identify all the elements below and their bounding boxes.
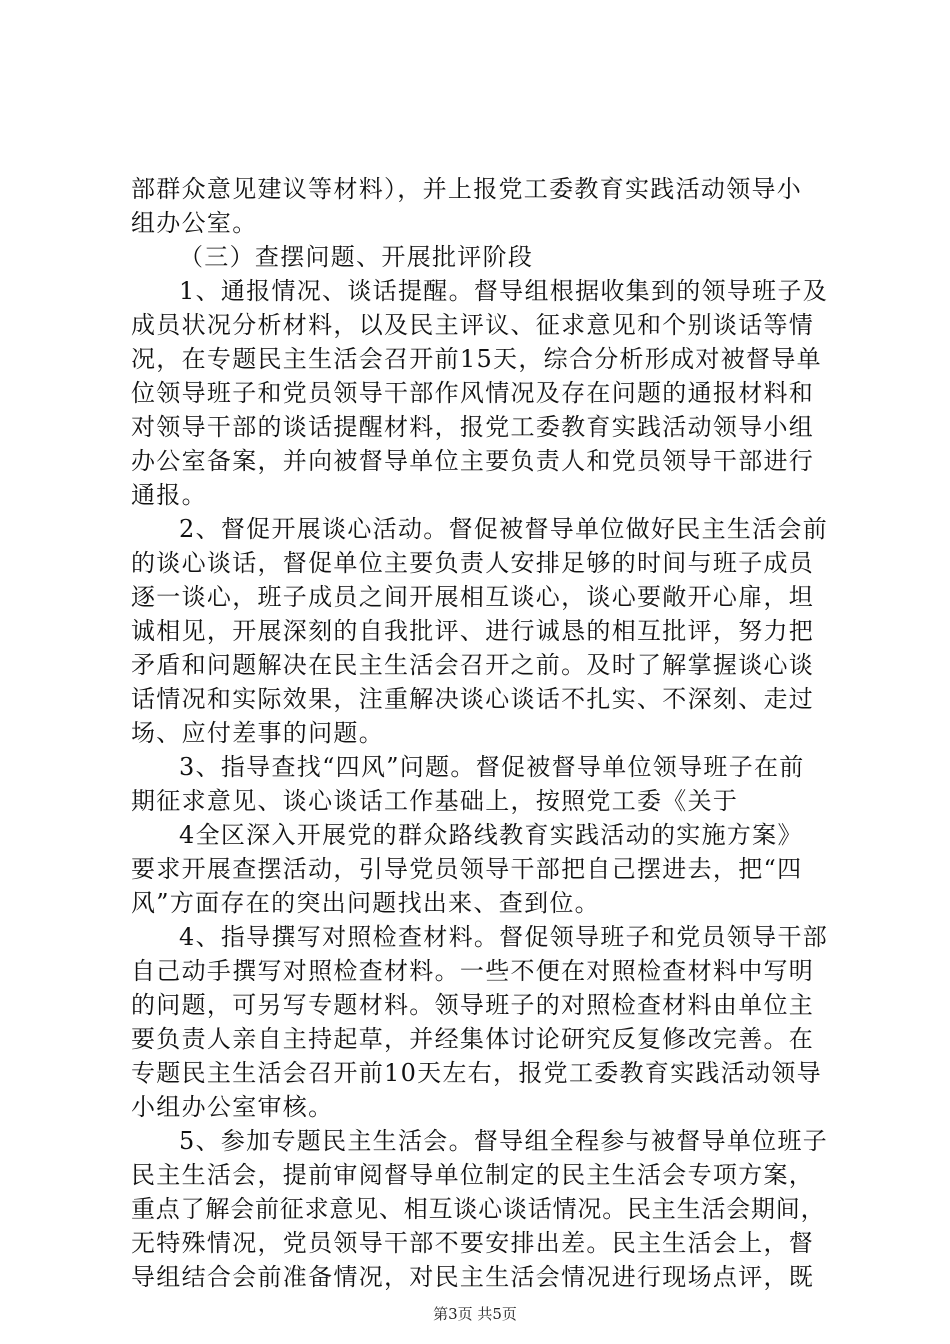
text-line: 专题民主生活会召开前10天左右，报党工委教育实践活动领导 [131, 1059, 822, 1087]
text-line: 部群众意见建议等材料），并上报党工委教育实践活动领导小 [131, 175, 803, 203]
text-line: 诚相见，开展深刻的自我批评、进行诚恳的相互批评，努力把 [131, 617, 815, 645]
text-line: 办公室备案，并向被督导单位主要负责人和党员领导干部进行 [131, 447, 815, 475]
text-line: 组办公室。 [131, 209, 258, 237]
text-line: 要负责人亲自主持起草，并经集体讨论研究反复修改完善。在 [131, 1025, 815, 1053]
text-line: 自己动手撰写对照检查材料。一些不便在对照检查材料中写明 [131, 957, 815, 985]
text-line: 矛盾和问题解决在民主生活会召开之前。及时了解掌握谈心谈 [131, 651, 815, 679]
document-body [131, 172, 831, 1294]
text-line: 期征求意见、谈心谈话工作基础上，按照党工委《关于 [131, 787, 739, 815]
text-line: 小组办公室审核。 [131, 1093, 334, 1121]
text-line: 对领导干部的谈话提醒材料，报党工委教育实践活动领导小组 [131, 413, 815, 441]
text-line: 逐一谈心，班子成员之间开展相互谈心，谈心要敞开心扉，坦 [131, 583, 815, 611]
text-line: 的问题，可另写专题材料。领导班子的对照检查材料由单位主 [131, 991, 815, 1019]
text-line: 风”方面存在的突出问题找出来、查到位。 [131, 889, 600, 917]
text-line: 2、督促开展谈心活动。督促被督导单位做好民主生活会前 [179, 515, 829, 543]
text-line: 4、指导撰写对照检查材料。督促领导班子和党员领导干部 [179, 923, 829, 951]
text-line: 话情况和实际效果，注重解决谈心谈话不扎实、不深刻、走过 [131, 685, 815, 713]
text-line: 3、指导查找“四风”问题。督促被督导单位领导班子在前 [179, 753, 805, 781]
text-line: （三）查摆问题、开展批评阶段 [179, 243, 534, 271]
text-line: 无特殊情况，党员领导干部不要安排出差。民主生活会上，督 [131, 1229, 815, 1257]
text-line: 5、参加专题民主生活会。督导组全程参与被督导单位班子 [179, 1127, 829, 1155]
text-line: 4全区深入开展党的群众路线教育实践活动的实施方案》 [179, 821, 803, 849]
text-line: 场、应付差事的问题。 [131, 719, 384, 747]
text-line: 位领导班子和党员领导干部作风情况及存在问题的通报材料和 [131, 379, 815, 407]
text-line: 1、通报情况、谈话提醒。督导组根据收集到的领导班子及 [179, 277, 829, 305]
text-line: 要求开展查摆活动，引导党员领导干部把自己摆进去，把“四 [131, 855, 803, 883]
text-line: 民主生活会，提前审阅督导单位制定的民主生活会专项方案， [131, 1161, 815, 1189]
text-line: 通报。 [131, 481, 207, 509]
text-line: 的谈心谈话，督促单位主要负责人安排足够的时间与班子成员 [131, 549, 815, 577]
text-line: 导组结合会前准备情况，对民主生活会情况进行现场点评，既 [131, 1263, 815, 1291]
text-line: 重点了解会前征求意见、相互谈心谈话情况。民主生活会期间， [131, 1195, 826, 1223]
text-line: 况，在专题民主生活会召开前15天，综合分析形成对被督导单 [131, 345, 822, 373]
page-footer: 第3页 共5页 [433, 1305, 517, 1323]
text-line: 成员状况分析材料，以及民主评议、征求意见和个别谈话等情 [131, 311, 815, 339]
